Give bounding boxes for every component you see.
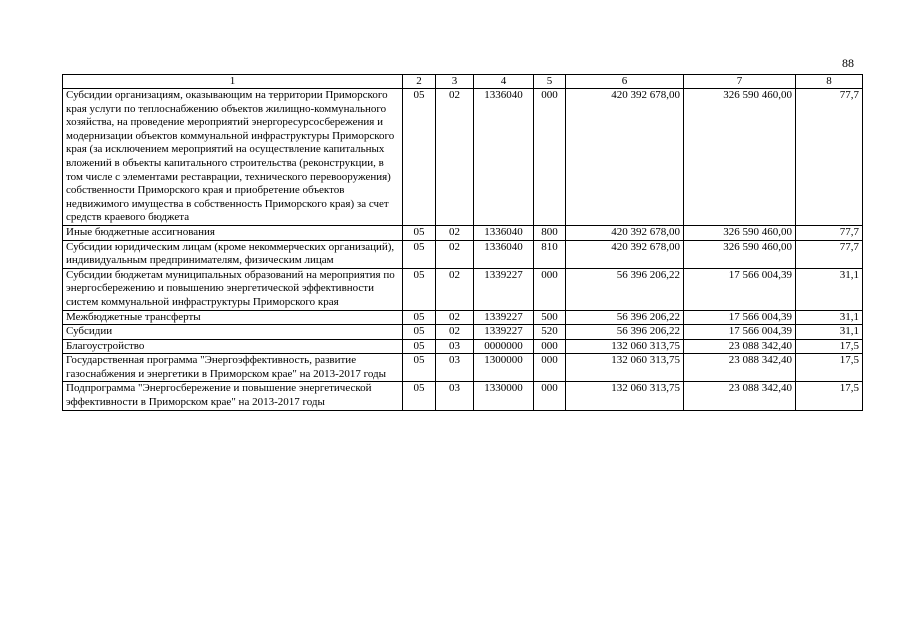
planned-amount-cell: 420 392 678,00	[566, 225, 684, 240]
budget-table	[62, 74, 863, 411]
row-name-cell: Государственная программа "Энергоэффективность, развитие газоснабжения и энергетики в Приморском крае" на 2013-2017 годы	[63, 354, 403, 382]
planned-amount-cell: 420 392 678,00	[566, 240, 684, 268]
row-name-cell: Благоустройство	[63, 339, 403, 354]
target-article-cell: 1300000	[474, 354, 534, 382]
target-article-cell: 1336040	[474, 240, 534, 268]
executed-amount-cell: 17 566 004,39	[684, 310, 796, 325]
expense-type-cell: 810	[534, 240, 566, 268]
planned-amount-cell: 56 396 206,22	[566, 310, 684, 325]
target-article-cell: 1336040	[474, 89, 534, 226]
row-name-cell: Межбюджетные трансферты	[63, 310, 403, 325]
executed-amount-cell: 17 566 004,39	[684, 325, 796, 340]
section-code-cell: 05	[403, 382, 436, 410]
execution-percent-cell: 17,5	[796, 354, 863, 382]
section-code-cell: 05	[403, 225, 436, 240]
column-header: 1	[63, 75, 403, 89]
planned-amount-cell: 56 396 206,22	[566, 268, 684, 310]
execution-percent-cell: 31,1	[796, 325, 863, 340]
subsection-code-cell: 03	[436, 339, 474, 354]
subsection-code-cell: 02	[436, 310, 474, 325]
executed-amount-cell: 23 088 342,40	[684, 354, 796, 382]
target-article-cell: 1330000	[474, 382, 534, 410]
section-code-cell: 05	[403, 268, 436, 310]
executed-amount-cell: 23 088 342,40	[684, 382, 796, 410]
planned-amount-cell: 420 392 678,00	[566, 89, 684, 226]
executed-amount-cell: 23 088 342,40	[684, 339, 796, 354]
planned-amount-cell: 132 060 313,75	[566, 382, 684, 410]
subsection-code-cell: 02	[436, 89, 474, 226]
expense-type-cell: 800	[534, 225, 566, 240]
expense-type-cell: 000	[534, 382, 566, 410]
expense-type-cell: 000	[534, 339, 566, 354]
expense-type-cell: 000	[534, 89, 566, 226]
subsection-code-cell: 02	[436, 325, 474, 340]
execution-percent-cell: 77,7	[796, 240, 863, 268]
subsection-code-cell: 02	[436, 268, 474, 310]
executed-amount-cell: 326 590 460,00	[684, 89, 796, 226]
row-name-cell: Подпрограмма "Энергосбережение и повышение энергетической эффективности в Приморском крае" на 2013-2017 годы	[63, 382, 403, 410]
executed-amount-cell: 326 590 460,00	[684, 225, 796, 240]
table-row	[63, 268, 863, 310]
section-code-cell: 05	[403, 339, 436, 354]
execution-percent-cell: 77,7	[796, 225, 863, 240]
execution-percent-cell: 77,7	[796, 89, 863, 226]
planned-amount-cell: 132 060 313,75	[566, 354, 684, 382]
table-row	[63, 310, 863, 325]
table-header	[63, 75, 863, 89]
execution-percent-cell: 31,1	[796, 268, 863, 310]
table-row	[63, 382, 863, 410]
subsection-code-cell: 02	[436, 225, 474, 240]
target-article-cell: 1339227	[474, 310, 534, 325]
subsection-code-cell: 03	[436, 382, 474, 410]
column-header: 2	[403, 75, 436, 89]
table-row	[63, 225, 863, 240]
executed-amount-cell: 326 590 460,00	[684, 240, 796, 268]
section-code-cell: 05	[403, 240, 436, 268]
column-header: 7	[684, 75, 796, 89]
column-header: 5	[534, 75, 566, 89]
row-name-cell: Субсидии организациям, оказывающим на территории Приморского края услуги по теплоснабжению объектов жилищно-коммунального хозяйства, на проведение мероприятий энергоресурсосбережения и модернизации объектов коммунальной инфраструктуры Приморского края (за исключением мероприятий на осуществление капитальных вложений в объекты капитального строительства (реконструкции, в том числе с элементами реставрации, технического перевооружения) собственности Приморского края и приобретение объектов недвижимого имущества в собственность Приморского края) за счет средств краевого бюджета	[63, 89, 403, 226]
target-article-cell: 1336040	[474, 225, 534, 240]
planned-amount-cell: 132 060 313,75	[566, 339, 684, 354]
section-code-cell: 05	[403, 89, 436, 226]
planned-amount-cell: 56 396 206,22	[566, 325, 684, 340]
row-name-cell: Субсидии	[63, 325, 403, 340]
table-row	[63, 89, 863, 226]
target-article-cell: 1339227	[474, 268, 534, 310]
target-article-cell: 0000000	[474, 339, 534, 354]
section-code-cell: 05	[403, 310, 436, 325]
expense-type-cell: 000	[534, 354, 566, 382]
header-row	[63, 75, 863, 89]
table-row	[63, 339, 863, 354]
column-header: 3	[436, 75, 474, 89]
table-row	[63, 354, 863, 382]
executed-amount-cell: 17 566 004,39	[684, 268, 796, 310]
subsection-code-cell: 02	[436, 240, 474, 268]
column-header: 4	[474, 75, 534, 89]
table-row	[63, 325, 863, 340]
table-row	[63, 240, 863, 268]
execution-percent-cell: 17,5	[796, 382, 863, 410]
target-article-cell: 1339227	[474, 325, 534, 340]
row-name-cell: Субсидии бюджетам муниципальных образований на мероприятия по энергосбережению и повышению энергетической эффективности систем коммунальной инфраструктуры Приморского края	[63, 268, 403, 310]
expense-type-cell: 520	[534, 325, 566, 340]
table-body	[63, 89, 863, 411]
section-code-cell: 05	[403, 325, 436, 340]
column-header: 8	[796, 75, 863, 89]
column-header: 6	[566, 75, 684, 89]
subsection-code-cell: 03	[436, 354, 474, 382]
section-code-cell: 05	[403, 354, 436, 382]
row-name-cell: Иные бюджетные ассигнования	[63, 225, 403, 240]
row-name-cell: Субсидии юридическим лицам (кроме некоммерческих организаций), индивидуальным предпринимателям, физическим лицам	[63, 240, 403, 268]
execution-percent-cell: 17,5	[796, 339, 863, 354]
page-number: 88	[842, 56, 854, 70]
expense-type-cell: 000	[534, 268, 566, 310]
execution-percent-cell: 31,1	[796, 310, 863, 325]
expense-type-cell: 500	[534, 310, 566, 325]
